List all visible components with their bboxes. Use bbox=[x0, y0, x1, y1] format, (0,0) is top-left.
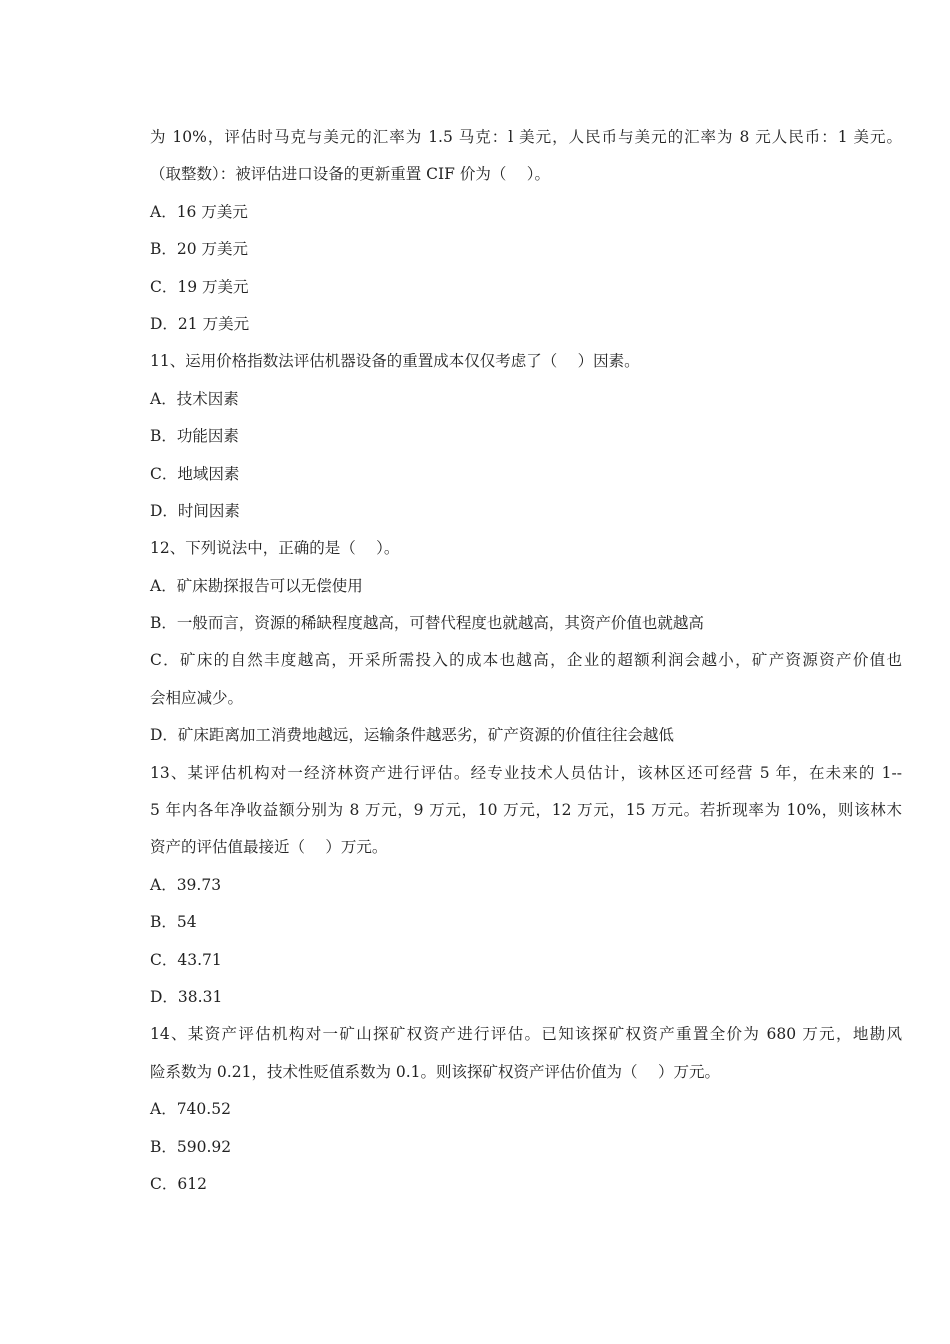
question-line: 险系数为 0.21，技术性贬值系数为 0.1。则该探矿权资产评估价值为（ ）万元。 bbox=[150, 1062, 720, 1081]
text-line: （取整数）：被评估进口设备的更新重置 CIF 价为（ ）。 bbox=[150, 165, 551, 184]
option-line: B．功能因素 bbox=[150, 427, 239, 446]
page-content bbox=[150, 119, 902, 1203]
option-line: C．43.71 bbox=[150, 950, 222, 969]
question-line: 11、运用价格指数法评估机器设备的重置成本仅仅考虑了（ ）因素。 bbox=[150, 352, 640, 371]
option-line: B．590.92 bbox=[150, 1137, 232, 1156]
question-line: 12、下列说法中，正确的是（ ）。 bbox=[150, 539, 400, 558]
option-line: D．时间因素 bbox=[150, 501, 240, 520]
question-line: 资产的评估值最接近（ ）万元。 bbox=[150, 838, 388, 857]
option-line: A．16 万美元 bbox=[150, 202, 248, 221]
option-line: B．54 bbox=[150, 913, 197, 932]
option-line: D．21 万美元 bbox=[150, 314, 250, 333]
option-line: C．19 万美元 bbox=[150, 277, 249, 296]
option-line: B．20 万美元 bbox=[150, 240, 249, 259]
option-line: B．一般而言，资源的稀缺程度越高，可替代程度也就越高，其资产价值也就越高 bbox=[150, 614, 704, 633]
option-line: D．38.31 bbox=[150, 987, 223, 1006]
text-line: 为 10%，评估时马克与美元的汇率为 1.5 马克：l 美元，人民币与美元的汇率为 8 元人民币：1 美元。 bbox=[150, 128, 902, 146]
option-line: C．地域因素 bbox=[150, 464, 240, 483]
question-line: 5 年内各年净收益额分别为 8 万元，9 万元，10 万元，12 万元，15 万元。若折现率为 10%，则该林木 bbox=[150, 801, 902, 820]
option-line: C．矿床的自然丰度越高，开采所需投入的成本也越高，企业的超额利润会越小，矿产资源资产价值也 bbox=[150, 651, 902, 670]
question-line: 14、某资产评估机构对一矿山探矿权资产进行评估。已知该探矿权资产重置全价为 680 万元，地勘风 bbox=[150, 1025, 902, 1044]
option-line: A．740.52 bbox=[150, 1100, 231, 1119]
option-line: C．612 bbox=[150, 1174, 207, 1193]
option-line: A．39.73 bbox=[150, 875, 222, 894]
option-line: D．矿床距离加工消费地越远，运输条件越恶劣，矿产资源的价值往往会越低 bbox=[150, 726, 674, 745]
option-line: A．矿床勘探报告可以无偿使用 bbox=[150, 576, 363, 595]
option-line: 会相应减少。 bbox=[150, 688, 244, 707]
option-line: A．技术因素 bbox=[150, 389, 239, 408]
question-line: 13、某评估机构对一经济林资产进行评估。经专业技术人员估计，该林区还可经营 5 年，在未来的 1-- bbox=[150, 763, 902, 782]
